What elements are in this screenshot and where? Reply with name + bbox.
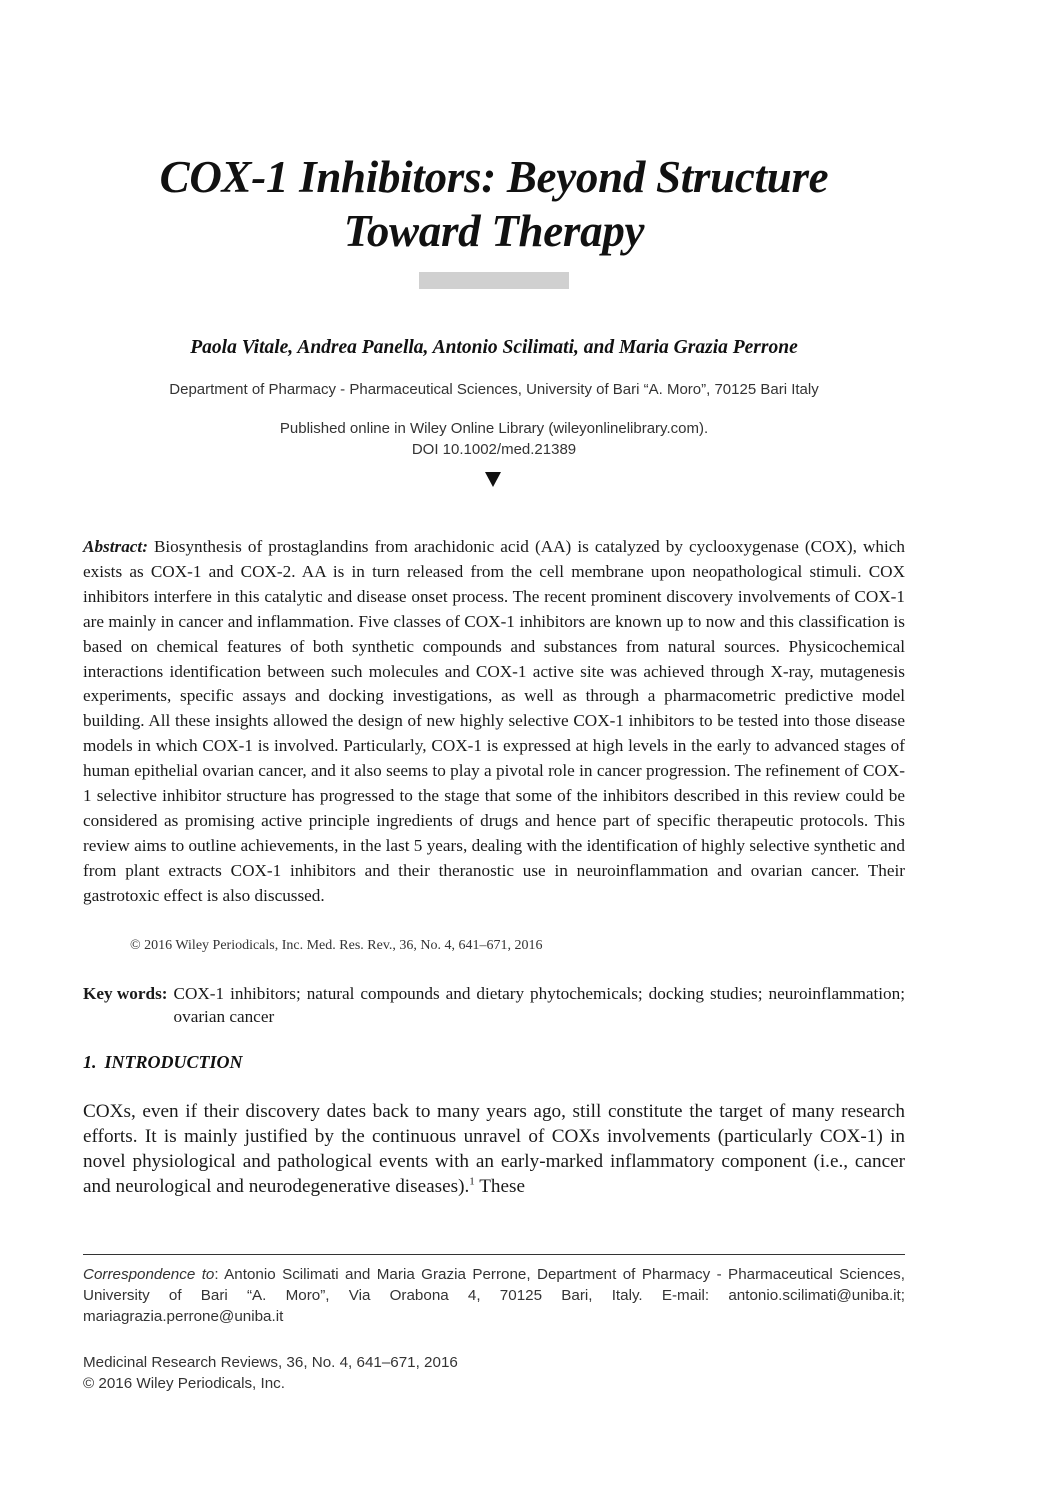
section-heading-introduction	[83, 1050, 243, 1074]
publication-info	[83, 418, 905, 460]
doi: DOI 10.1002/med.21389	[411, 441, 577, 458]
journal-citation: Medicinal Research Reviews, 36, No. 4, 641–671, 2016	[83, 1354, 458, 1371]
online-library-note: Published online in Wiley Online Library (wileyonlinelibrary.com).	[279, 420, 709, 437]
keywords-label: Key words:	[83, 984, 168, 1003]
section-title: INTRODUCTION	[104, 1052, 243, 1072]
title-line-1: COX-1 Inhibitors: Beyond Structure	[159, 152, 829, 202]
correspondence-label: Correspondence to	[83, 1266, 215, 1283]
correspondence-note	[83, 1264, 905, 1327]
correspondence-text: : Antonio Scilimati and Maria Grazia Perrone, Department of Pharmacy - Pharmaceutical Sciences, University of Bari “A. Moro”, Via Orabona 4, 70125 Bari, Italy. E-mail: antonio.scilimati@uniba.it; mariagrazia.perrone@uniba.it	[83, 1266, 905, 1325]
down-triangle-icon	[485, 472, 501, 487]
introduction-paragraph	[83, 1099, 905, 1199]
author-list: Paola Vitale, Andrea Panella, Antonio Scilimati, and Maria Grazia Perrone	[190, 337, 798, 358]
abstract-label: Abstract:	[83, 537, 148, 556]
section-number: 1.	[83, 1052, 97, 1072]
keywords-text: COX-1 inhibitors; natural compounds and dietary phytochemicals; docking studies; neuroinflammation; ovarian cancer	[173, 984, 905, 1026]
paper-title	[83, 150, 905, 258]
intro-text: COXs, even if their discovery dates back to many years ago, still constitute the target of many research efforts. It is mainly justified by the continuous unravel of COXs involvements (particularly COX-1) in novel physiological and pathological events with an early-marked inflammatory component (i.e., cancer and neurological and neurodegenerative diseases).	[83, 1101, 905, 1197]
keywords	[83, 982, 905, 1028]
abstract-copyright: © 2016 Wiley Periodicals, Inc. Med. Res. Rev., 36, No. 4, 641–671, 2016	[130, 938, 543, 953]
affiliation: Department of Pharmacy - Pharmaceutical Sciences, University of Bari “A. Moro”, 70125 Bari Italy	[169, 381, 819, 398]
abstract	[83, 535, 905, 909]
reference-marker[interactable]: 1	[469, 1175, 475, 1188]
journal-footer	[83, 1352, 458, 1394]
title-decoration-bar	[419, 272, 569, 289]
footer-copyright: © 2016 Wiley Periodicals, Inc.	[83, 1375, 285, 1392]
intro-tail: These	[474, 1176, 526, 1197]
footnote-divider	[83, 1254, 905, 1255]
title-line-2: Toward Therapy	[343, 206, 645, 256]
abstract-text: Biosynthesis of prostaglandins from arachidonic acid (AA) is catalyzed by cyclooxygenase (COX), which exists as COX-1 and COX-2. AA is in turn released from the cell membrane upon neopathological stimuli. COX inhibitors interfere in this catalytic and disease onset process. The recent prominent discovery involvements of COX-1 are mainly in cancer and inflammation. Five classes of COX-1 inhibitors are known up to now and this classification is based on chemical features of both synthetic compounds and substances from natural sources. Physicochemical interactions identification between such molecules and COX-1 active site was achieved through X-ray, mutagenesis experiments, specific assays and docking investigations, as well as through a pharmacometric predictive model building. All these insights allowed the design of new highly selective COX-1 inhibitors to be tested into those disease models in which COX-1 is involved. Particularly, COX-1 is expressed at high levels in the early to advanced stages of human epithelial ovarian cancer, and it also seems to play a pivotal role in cancer progression. The refinement of COX-1 selective inhibitor structure has progressed to the stage that some of the inhibitors described in this review could be considered as promising active principle ingredients of drugs and hence part of specific therapeutic protocols. This review aims to outline achievements, in the last 5 years, dealing with the identification of highly selective synthetic and from plant extracts COX-1 inhibitors and their theranostic use in neuroinflammation and ovarian cancer. Their gastrotoxic effect is also discussed.	[83, 537, 905, 905]
